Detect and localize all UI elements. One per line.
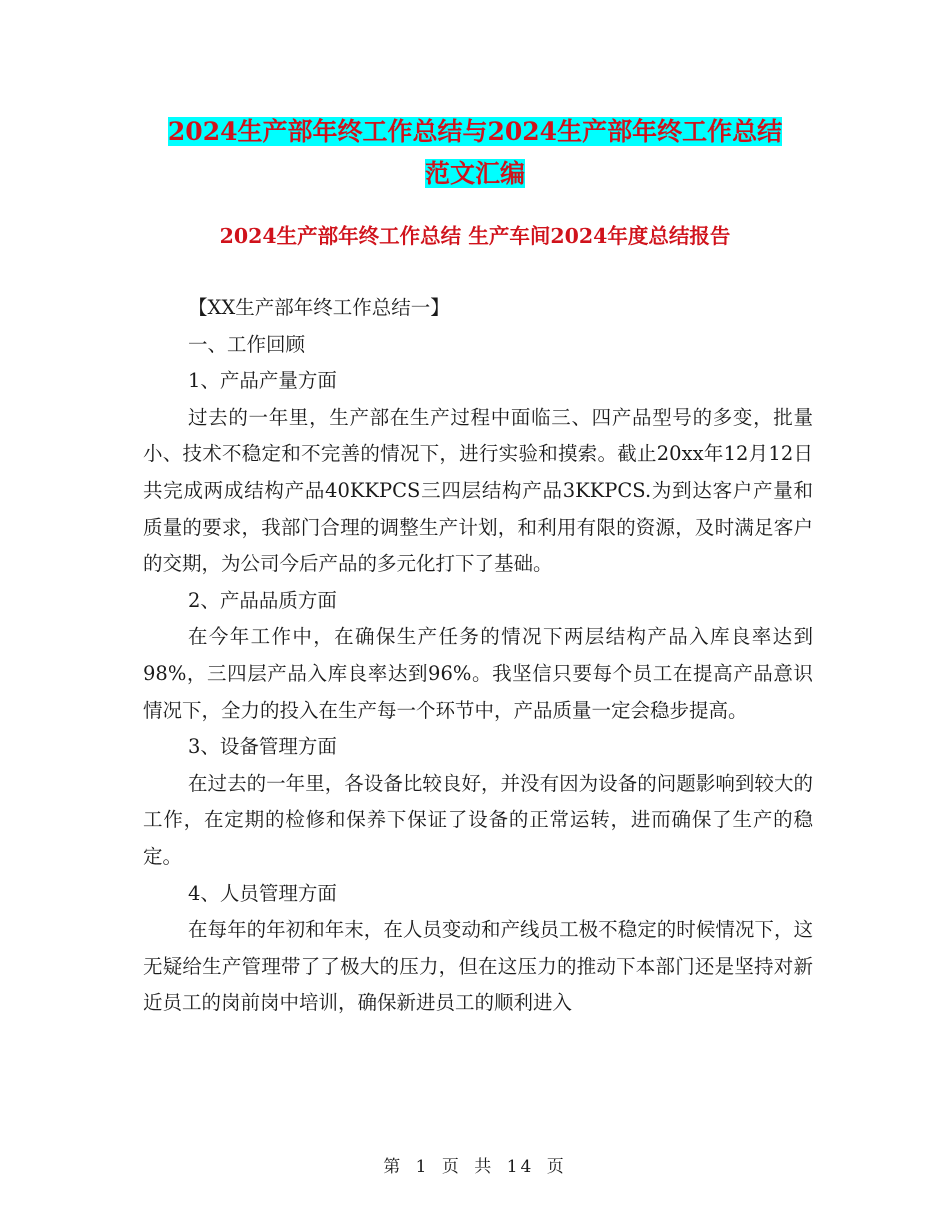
section-heading: 【XX生产部年终工作总结一】 xyxy=(188,296,450,319)
document-body xyxy=(143,290,813,1022)
subsection-heading: 3、设备管理方面 xyxy=(188,735,337,759)
body-paragraph: 在每年的年初和年末，在人员变动和产线员工极不稳定的时候情况下，这无疑给生产管理带了了极大的压力，但在这压力的推动下本部门还是坚持对新近员工的岗前岗中培训，确保新进员工的顺利进入 xyxy=(143,918,813,1015)
section-heading: 一、工作回顾 xyxy=(188,332,306,356)
body-paragraph: 在过去的一年里，各设备比较良好，并没有因为设备的问题影响到较大的工作，在定期的检修和保养下保证了设备的正常运转，进而确保了生产的稳定。 xyxy=(143,771,813,868)
document-title-line-1 xyxy=(0,110,950,154)
page-footer: 第 1 页 共 14 页 xyxy=(383,1157,567,1177)
subsection-heading: 1、产品产量方面 xyxy=(188,369,337,393)
body-paragraph: 过去的一年里，生产部在生产过程中面临三、四产品型号的多变，批量小、技术不稳定和不完善的情况下，进行实验和摸索。截止20xx年12月12日共完成两成结构产品40KKPCS三四层结构产品3KKPCS.为到达客户产量和质量的要求，我部门合理的调整生产计划，和利用有限的资源，及时满足客户的交期，为公司今后产品的多元化打下了基础。 xyxy=(143,405,813,576)
subsection-heading: 4、人员管理方面 xyxy=(188,881,337,905)
document-title-line-2 xyxy=(0,152,950,196)
subsection-heading: 2、产品品质方面 xyxy=(188,588,337,612)
body-paragraph: 在今年工作中，在确保生产任务的情况下两层结构产品入库良率达到98%，三四层产品入库良率达到96%。我坚信只要每个员工在提高产品意识情况下，全力的投入在生产每一个环节中，产品质量一定会稳步提高。 xyxy=(143,625,813,722)
title-highlight: 2024生产部年终工作总结与2024生产部年终工作总结 xyxy=(167,117,783,146)
title-highlight: 范文汇编 xyxy=(424,159,525,188)
document-subtitle: 2024生产部年终工作总结 生产车间2024年度总结报告 xyxy=(219,224,731,248)
